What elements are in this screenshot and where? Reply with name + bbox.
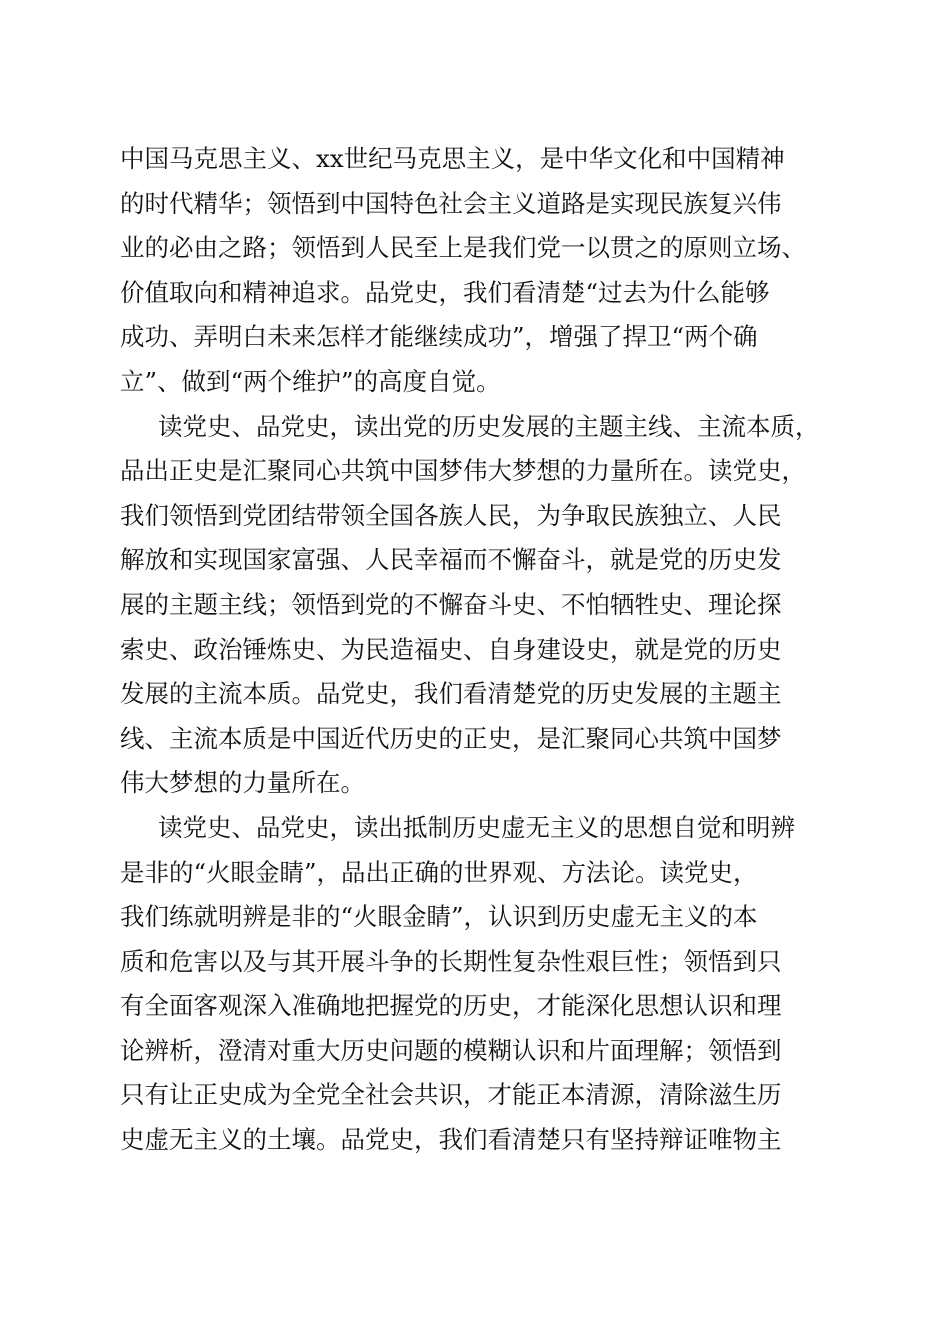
- text-line: 我们领悟到党团结带领全国各族人民，为争取民族独立、人民: [120, 500, 782, 530]
- text-line: 有全面客观深入准确地把握党的历史，才能深化思想认识和理: [120, 991, 782, 1021]
- paragraph-first-line: 读党史、品党史，读出党的历史发展的主题主线、主流本质，: [158, 411, 820, 441]
- text-line: 展的主题主线；领悟到党的不懈奋斗史、不怕牺牲史、理论探: [120, 589, 782, 619]
- text-line: 立”、做到“两个维护”的高度自觉。: [120, 366, 501, 396]
- paragraph-first-line: 读党史、品党史，读出抵制历史虚无主义的思想自觉和明辨: [158, 812, 795, 842]
- text-line: 解放和实现国家富强、人民幸福而不懈奋斗，就是党的历史发: [120, 545, 782, 575]
- text-line: 索史、政治锤炼史、为民造福史、自身建设史，就是党的历史: [120, 634, 782, 664]
- text-line: 论辨析，澄清对重大历史问题的模糊认识和片面理解；领悟到: [120, 1035, 782, 1065]
- text-line: 史虚无主义的土壤。品党史，我们看清楚只有坚持辩证唯物主: [120, 1125, 782, 1155]
- text-line: 价值取向和精神追求。品党史，我们看清楚“过去为什么能够: [120, 277, 770, 307]
- text-line: 发展的主流本质。品党史，我们看清楚党的历史发展的主题主: [120, 679, 782, 709]
- text-line: 质和危害以及与其开展斗争的长期性复杂性艰巨性；领悟到只: [120, 946, 782, 976]
- text-line: 是非的“火眼金睛”，品出正确的世界观、方法论。读党史，: [120, 857, 758, 887]
- text-line: 中国马克思主义、xx世纪马克思主义，是中华文化和中国精神: [120, 144, 785, 173]
- text-line: 品出正史是汇聚同心共筑中国梦伟大梦想的力量所在。读党史，: [120, 456, 806, 486]
- text-line: 业的必由之路；领悟到人民至上是我们党一以贯之的原则立场、: [120, 233, 806, 263]
- body-text: [120, 137, 840, 1163]
- text-line: 伟大梦想的力量所在。: [120, 768, 365, 798]
- text-line: 成功、弄明白未来怎样才能继续成功”，增强了捍卫“两个确: [120, 322, 758, 352]
- text-line: 我们练就明辨是非的“火眼金睛”，认识到历史虚无主义的本: [120, 902, 758, 932]
- text-line: 线、主流本质是中国近代历史的正史，是汇聚同心共筑中国梦: [120, 723, 782, 753]
- text-line: 只有让正史成为全党全社会共识，才能正本清源，清除滋生历: [120, 1080, 782, 1110]
- text-line: 的时代精华；领悟到中国特色社会主义道路是实现民族复兴伟: [120, 188, 782, 218]
